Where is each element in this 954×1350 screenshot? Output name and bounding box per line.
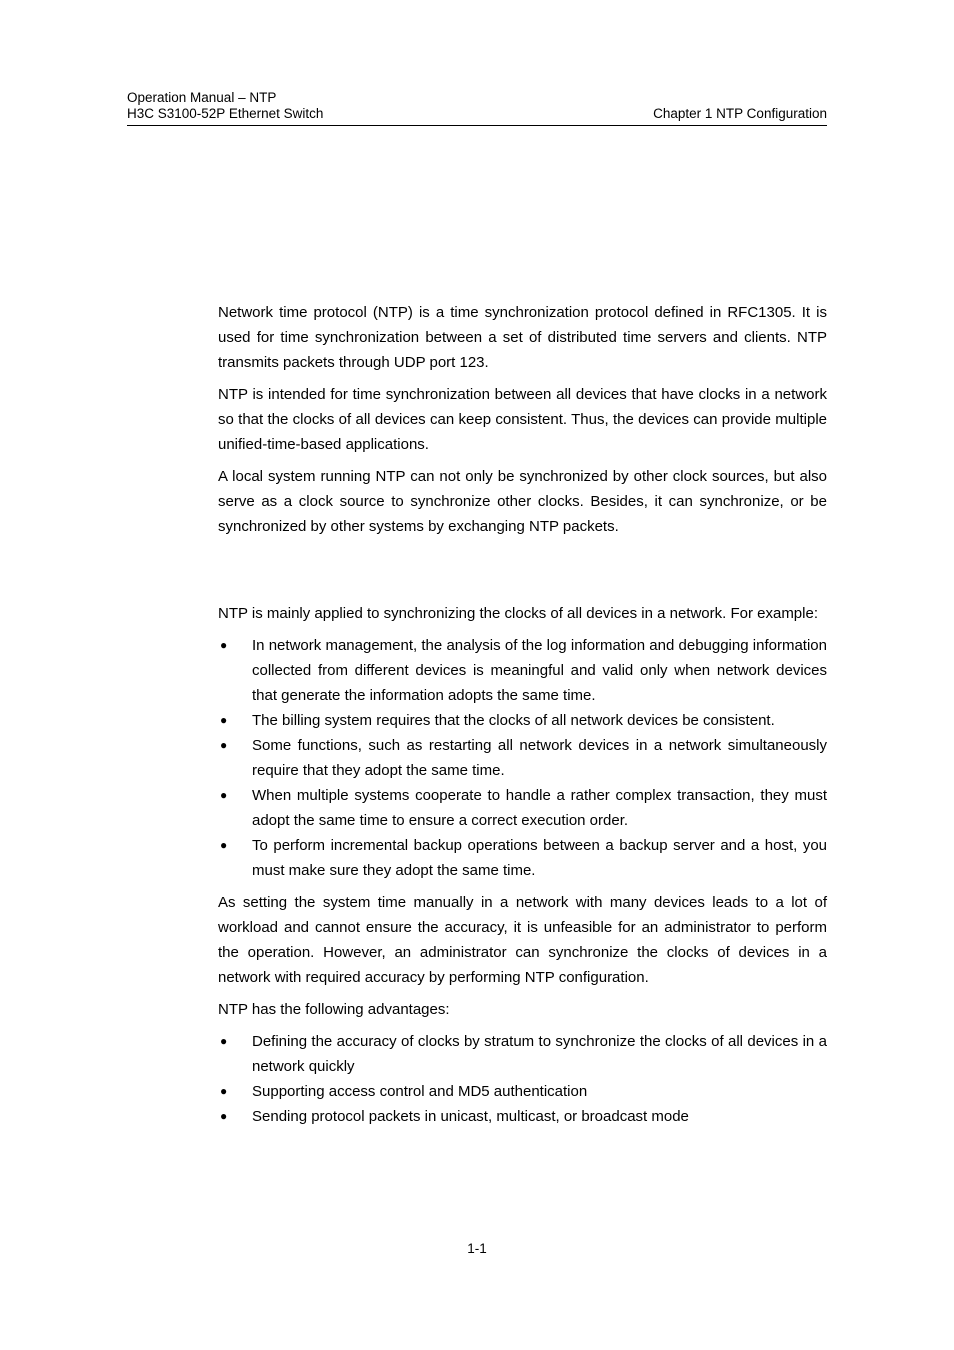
list-item: [218, 1104, 827, 1129]
list-item-text: Supporting access control and MD5 authentication: [252, 1083, 588, 1100]
list-item-text: Defining the accuracy of clocks by stratum to synchronize the clocks of all devices in a network quickly: [252, 1033, 827, 1075]
applications-intro: NTP is mainly applied to synchronizing the clocks of all devices in a network. For example:: [218, 605, 818, 622]
list-item: [218, 1079, 827, 1104]
intro-paragraph-3: A local system running NTP can not only be synchronized by other clock sources, but also serve as a clock source to synchronize other clocks. Besides, it can synchronize, or be synchronized by other systems by exchanging NTP packets.: [218, 468, 827, 535]
page-number: 1-1: [467, 1241, 487, 1256]
product-name: H3C S3100-52P Ethernet Switch: [127, 106, 324, 121]
list-item: [218, 708, 827, 733]
list-item: [218, 733, 827, 783]
bullet-icon: ●: [220, 788, 228, 802]
section-applications: [218, 601, 827, 1136]
bullet-icon: ●: [220, 638, 228, 652]
page-header: [127, 90, 827, 126]
list-item: [218, 633, 827, 708]
summary-paragraph: As setting the system time manually in a network with many devices leads to a lot of workload and cannot ensure the accuracy, it is unfeasible for an administrator to perform the operation. However, an administrator can synchronize the clocks of devices in a network with required accuracy by performing NTP configuration.: [218, 894, 827, 986]
bullet-icon: ●: [220, 1084, 228, 1098]
advantages-intro: NTP has the following advantages:: [218, 1001, 450, 1018]
list-item-text: When multiple systems cooperate to handle a rather complex transaction, they must adopt the same time to ensure a correct execution order.: [252, 787, 827, 829]
bullet-icon: ●: [220, 838, 228, 852]
list-item-text: The billing system requires that the clocks of all network devices be consistent.: [252, 712, 775, 729]
intro-paragraph-1: Network time protocol (NTP) is a time synchronization protocol defined in RFC1305. It is used for time synchronization between a set of distributed time servers and clients. NTP transmits packets through UDP port 123.: [218, 304, 827, 371]
manual-title: Operation Manual – NTP: [127, 90, 277, 105]
bullet-icon: ●: [220, 713, 228, 727]
list-item-text: Some functions, such as restarting all network devices in a network simultaneously require that they adopt the same time.: [252, 737, 827, 779]
applications-list: [218, 633, 827, 883]
intro-paragraph-2: NTP is intended for time synchronization between all devices that have clocks in a network so that the clocks of all devices can keep consistent. Thus, the devices can provide multiple unified-time-based applications.: [218, 386, 827, 453]
section-introduction: [218, 300, 827, 546]
bullet-icon: ●: [220, 738, 228, 752]
header-left: [127, 90, 323, 122]
list-item: [218, 783, 827, 833]
list-item-text: Sending protocol packets in unicast, multicast, or broadcast mode: [252, 1108, 689, 1125]
chapter-title: Chapter 1 NTP Configuration: [653, 106, 827, 121]
bullet-icon: ●: [220, 1109, 228, 1123]
list-item: [218, 833, 827, 883]
advantages-list: [218, 1029, 827, 1129]
list-item: [218, 1029, 827, 1079]
list-item-text: To perform incremental backup operations between a backup server and a host, you must make sure they adopt the same time.: [252, 837, 827, 879]
bullet-icon: ●: [220, 1034, 228, 1048]
list-item-text: In network management, the analysis of the log information and debugging information collected from different devices is meaningful and valid only when network devices that generate the information adopts the same time.: [252, 637, 827, 704]
